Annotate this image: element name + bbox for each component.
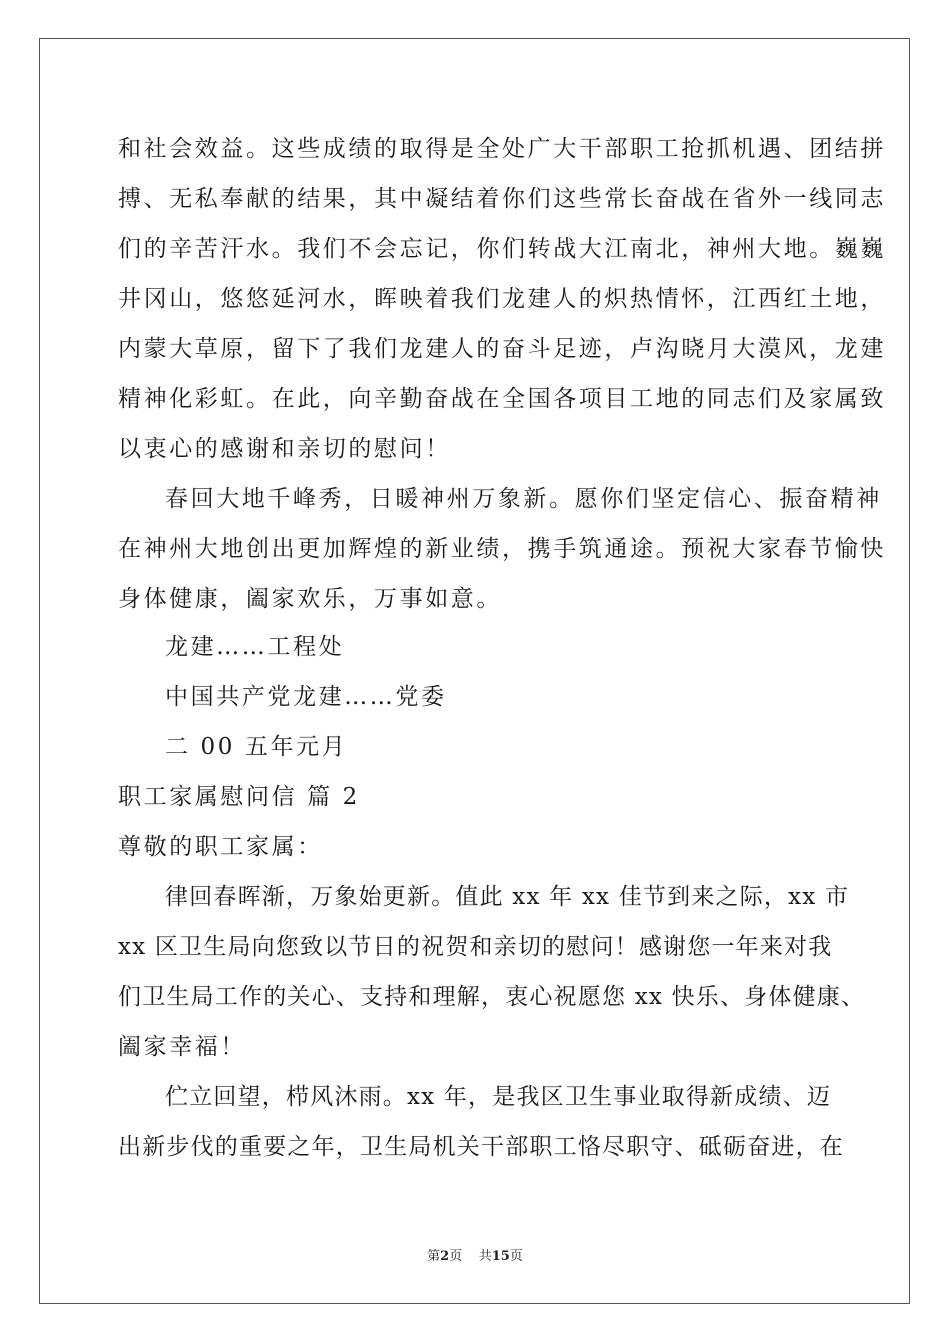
body-text-line: 身体健康，阖家欢乐，万事如意。	[118, 586, 502, 612]
body-text-line: 精神化彩虹。在此，向辛勤奋战在全国各项目工地的同志们及家属致	[118, 386, 886, 412]
page-border	[39, 38, 910, 1304]
body-text-line: xx 区卫生局向您致以节日的祝贺和亲切的慰问！感谢您一年来对我	[118, 934, 833, 960]
signature-line: 中国共产党龙建……党委	[165, 684, 447, 710]
body-text-line: 井冈山，悠悠延河水，晖映着我们龙建人的炽热情怀，江西红土地，	[118, 286, 886, 312]
total-suffix: 页	[509, 1249, 523, 1264]
body-text-line: 们卫生局工作的关心、支持和理解，衷心祝愿您 xx 快乐、身体健康、	[118, 984, 866, 1010]
body-text-line: 们的辛苦汗水。我们不会忘记，你们转战大江南北，神州大地。巍巍	[118, 236, 886, 262]
page-footer	[0, 1249, 950, 1265]
section-heading: 职工家属慰问信 篇 2	[118, 784, 360, 810]
body-text-line: 以衷心的感谢和亲切的慰问！	[118, 436, 451, 462]
page-suffix: 页	[449, 1249, 463, 1264]
paragraph-first-line: 春回大地千峰秀，日暖神州万象新。愿你们坚定信心、振奋精神	[165, 486, 882, 512]
total-pages: 15	[491, 1249, 510, 1264]
page-number: 2	[440, 1249, 450, 1264]
date-line: 二 00 五年元月	[165, 734, 348, 760]
body-text-line: 在神州大地创出更加辉煌的新业绩，携手筑通途。预祝大家春节愉快	[118, 536, 886, 562]
body-text-line: 搏、无私奉献的结果，其中凝结着你们这些常长奋战在省外一线同志	[118, 186, 886, 212]
body-text-line: 和社会效益。这些成绩的取得是全处广大干部职工抢抓机遇、团结拼	[118, 136, 886, 162]
body-text-line: 阖家幸福！	[118, 1034, 246, 1060]
paragraph-first-line: 伫立回望，栉风沐雨。xx 年，是我区卫生事业取得新成绩、迈	[165, 1084, 832, 1110]
signature-line: 龙建……工程处	[165, 634, 345, 660]
paragraph-first-line: 律回春晖渐，万象始更新。值此 xx 年 xx 佳节到来之际，xx 市	[165, 884, 850, 910]
total-prefix: 共	[478, 1249, 492, 1264]
body-text-line: 出新步伐的重要之年，卫生局机关干部职工恪尽职守、砥砺奋进，在	[118, 1134, 844, 1160]
page-prefix: 第	[427, 1249, 441, 1264]
salutation: 尊敬的职工家属：	[118, 834, 323, 860]
body-text-line: 内蒙大草原，留下了我们龙建人的奋斗足迹，卢沟晓月大漠风，龙建	[118, 336, 886, 362]
